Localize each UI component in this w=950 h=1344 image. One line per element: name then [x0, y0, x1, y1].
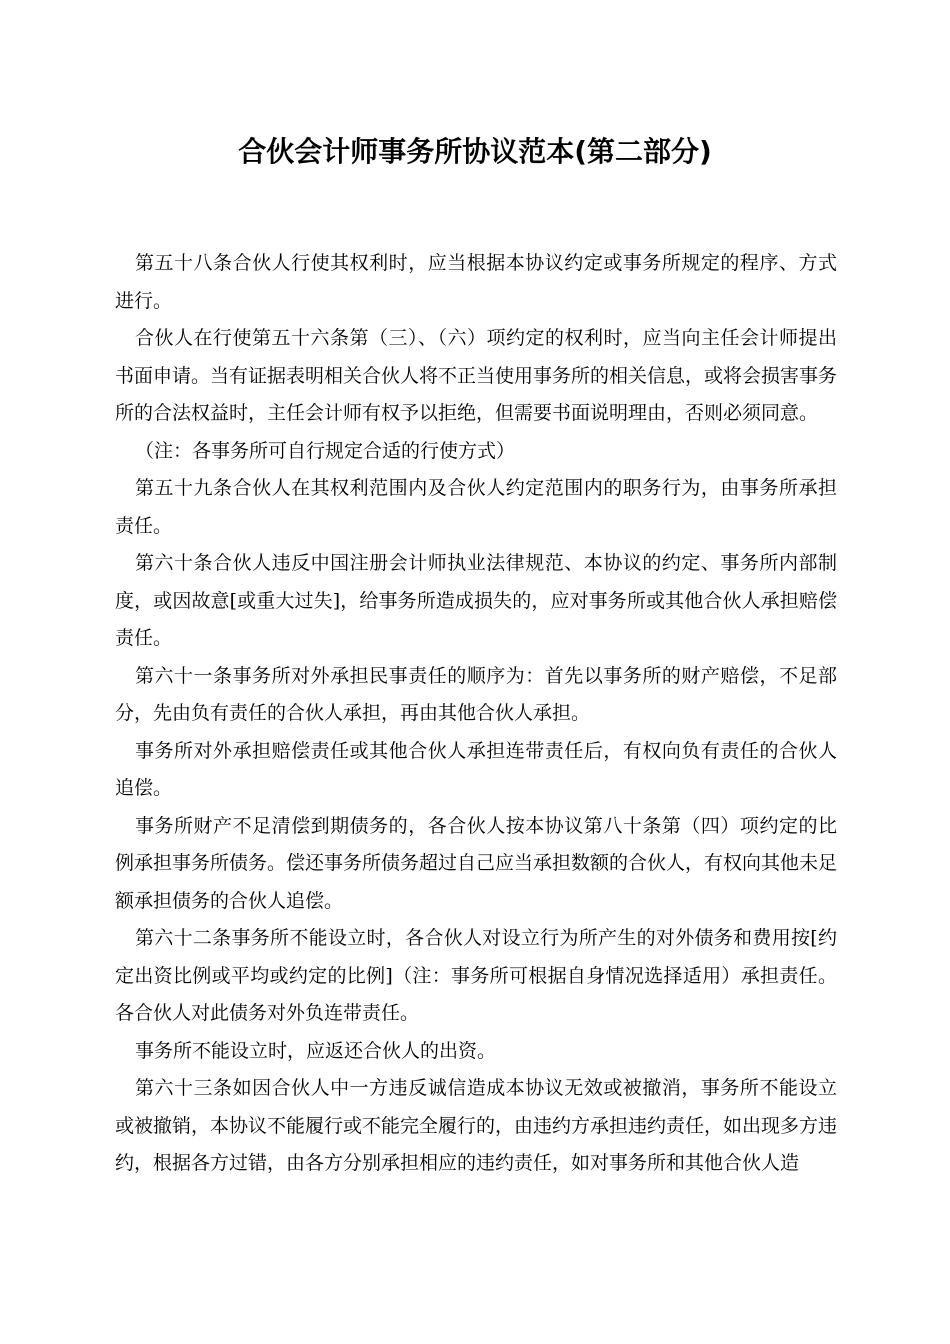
paragraph-article-59: 第五十九条合伙人在其权利范围内及合伙人约定范围内的职务行为，由事务所承担责任。 [115, 477, 837, 537]
document-title: 合伙会计师事务所协议范本(第二部分) [238, 135, 712, 168]
paragraph-article-63: 第六十三条如因合伙人中一方违反诚信造成本协议无效或被撤消，事务所不能设立或被撤销，本协议不能履行或不能完全履行的，由违约方承担违约责任，如出现多方违约，根据各方过错，由各方分别承担相应的违约责任，如对事务所和其他合伙人造 [115, 1077, 838, 1174]
paragraph-application: 合伙人在行使第五十六条第（三）、（六）项约定的权利时，应当向主任会计师提出书面申请。当有证据表明相关合伙人将不正当使用事务所的相关信息，或将会损害事务所的合法权益时，主任会计师有权予以拒绝，但需要书面说明理由，否则必须同意。 [115, 327, 838, 424]
paragraph-insufficient-assets: 事务所财产不足清偿到期债务的，各合伙人按本协议第八十条第（四）项约定的比例承担事务所债务。偿还事务所债务超过自己应当承担数额的合伙人，有权向其他未足额承担债务的合伙人追偿。 [115, 814, 838, 912]
paragraph-article-62: 第六十二条事务所不能设立时，各合伙人对设立行为所产生的对外债务和费用按[约定出资比例或平均或约定的比例]（注：事务所可根据自身情况选择适用）承担责任。各合伙人对此债务对外负连带责任。 [115, 927, 837, 1024]
paragraph-note: （注：各事务所可自行规定合适的行使方式） [135, 439, 516, 462]
paragraph-article-58: 第五十八条合伙人行使其权利时，应当根据本协议约定或事务所规定的程序、方式进行。 [115, 252, 837, 312]
paragraph-refund-contribution: 事务所不能设立时，应返还合伙人的出资。 [135, 1039, 497, 1062]
paragraph-article-60: 第六十条合伙人违反中国注册会计师执业法律规范、本协议的约定、事务所内部制度，或因故意[或重大过失]，给事务所造成损失的，应对事务所或其他合伙人承担赔偿责任。 [115, 552, 837, 649]
paragraph-recourse: 事务所对外承担赔偿责任或其他合伙人承担连带责任后，有权向负有责任的合伙人追偿。 [115, 739, 837, 799]
paragraph-article-61: 第六十一条事务所对外承担民事责任的顺序为：首先以事务所的财产赔偿，不足部分，先由负有责任的合伙人承担，再由其他合伙人承担。 [115, 664, 837, 724]
document-body [115, 245, 837, 1183]
